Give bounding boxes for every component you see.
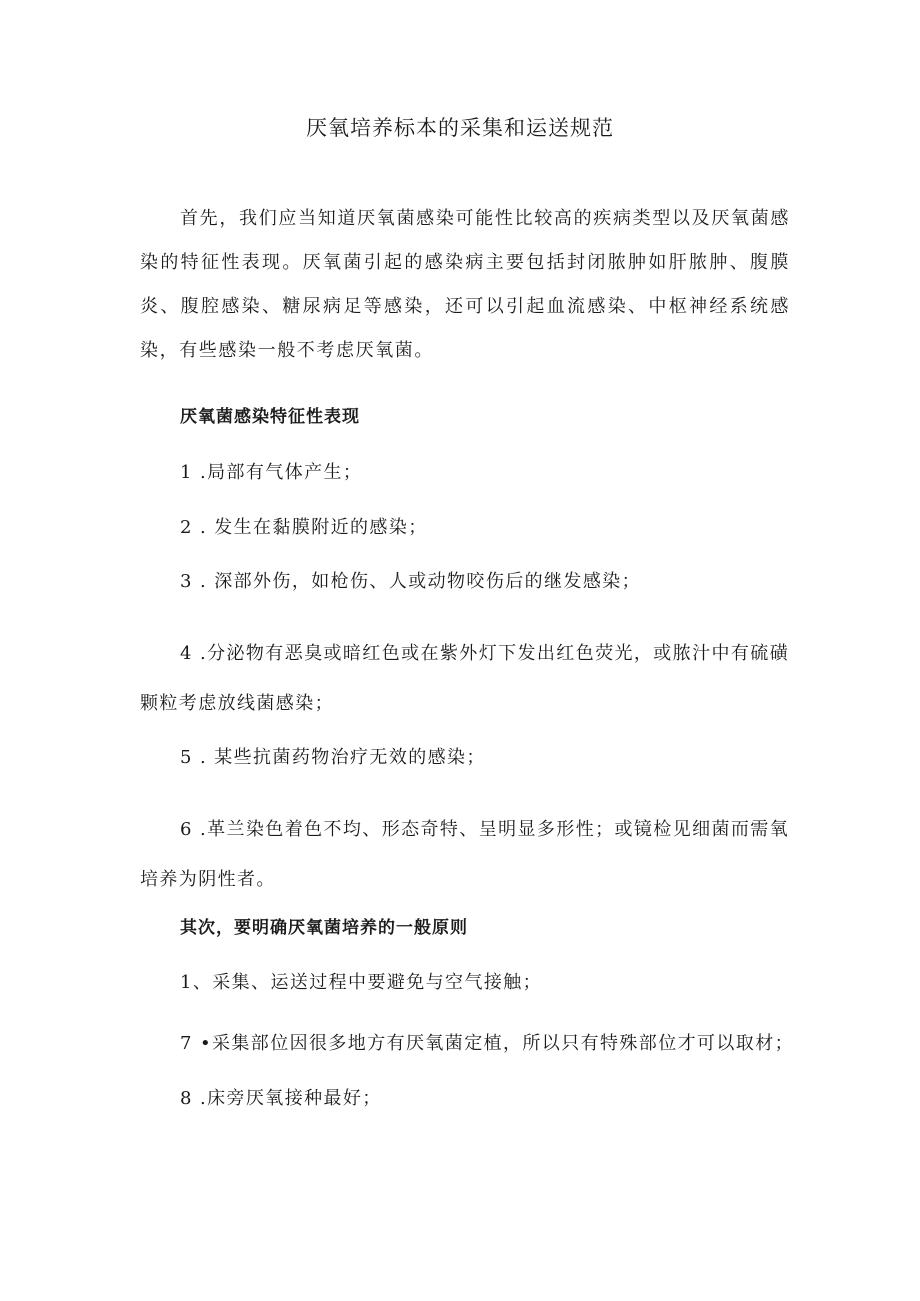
section-heading-general-principles: 其次，要明确厌氧菌培养的一般原则 <box>180 918 468 938</box>
list-item: 6 .革兰染色着色不均、形态奇特、呈明显多形性；或镜检见细菌而需氧培养为阴性者。 <box>140 819 790 890</box>
list-item: 1 .局部有气体产生； <box>180 462 363 483</box>
list-item: 5 . 某些抗菌药物治疗无效的感染； <box>180 747 486 768</box>
list-item: 1、采集、运送过程中要避免与空气接触； <box>180 972 543 993</box>
list-item: 7 •采集部位因很多地方有厌氧菌定植，所以只有特殊部位才可以取材； <box>180 1033 794 1054</box>
list-item: 4 .分泌物有恶臭或暗红色或在紫外灯下发出红色荧光，或脓汁中有硫磺颗粒考虑放线菌感染； <box>140 643 790 714</box>
list-item: 8 .床旁厌氧接种最好； <box>180 1088 382 1109</box>
list-item: 3 . 深部外伤，如枪伤、人或动物咬伤后的继发感染； <box>180 571 642 592</box>
section-heading-anaerobic-features: 厌氧菌感染特征性表现 <box>180 407 360 427</box>
list-item: 2 . 发生在黏膜附近的感染； <box>180 517 428 538</box>
intro-paragraph: 首先，我们应当知道厌氧菌感染可能性比较高的疾病类型以及厌氧菌感染的特征性表现。厌氧菌引起的感染病主要包括封闭脓肿如肝脓肿、腹膜炎、腹腔感染、糖尿病足等感染，还可以引起血流感染、中枢神经系统感染，有些感染一般不考虑厌氧菌。 <box>140 208 790 361</box>
document-title: 厌氧培养标本的采集和运送规范 <box>306 116 614 140</box>
